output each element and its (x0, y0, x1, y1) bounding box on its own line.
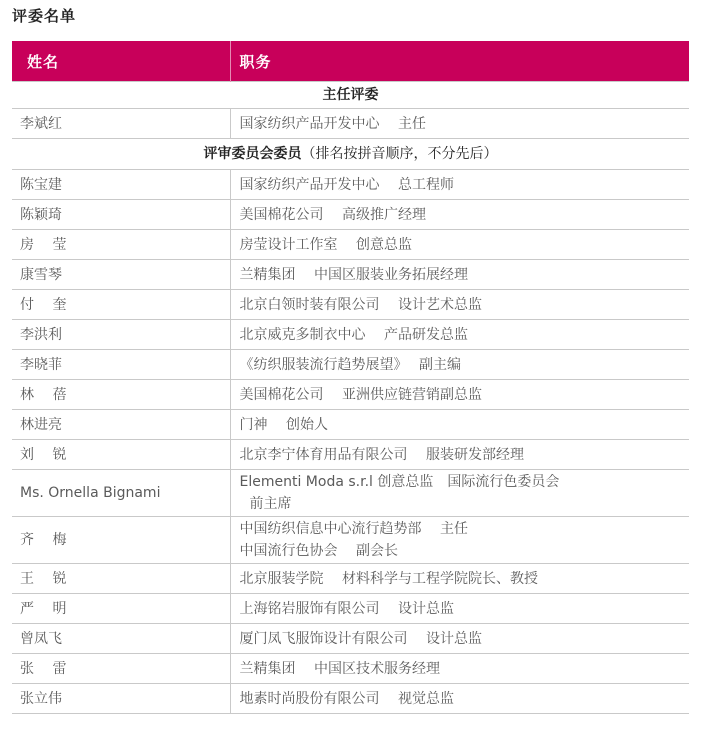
table-row (12, 109, 689, 139)
section-title-text: 评审委员会委员 (203, 146, 302, 162)
member-duty-line: 前主席 (249, 496, 292, 512)
member-duty: 门神 创始人 (230, 410, 689, 440)
table-row (12, 470, 689, 517)
table-row (12, 260, 689, 290)
table-row (12, 290, 689, 320)
section-note: （排名按拼音顺序，不分先后） (301, 146, 498, 162)
section-title-text: 主任评委 (322, 87, 379, 103)
member-name: 林进亮 (12, 410, 230, 440)
member-duty: 北京白领时装有限公司 设计艺术总监 (230, 290, 689, 320)
member-duty-line: 中国流行色协会 副会长 (239, 543, 398, 559)
table-row (12, 564, 689, 594)
section-row-chair (12, 82, 689, 109)
section-row-committee (12, 139, 689, 170)
member-name: 王 锐 (12, 564, 230, 594)
page-title: 评委名单 (12, 7, 77, 25)
member-duty: 北京李宁体育用品有限公司 服装研发部经理 (230, 440, 689, 470)
table-row (12, 684, 689, 714)
member-name: 陈颖琦 (12, 200, 230, 230)
member-name: 曾凤飞 (12, 624, 230, 654)
table-row (12, 200, 689, 230)
member-duty: 美国棉花公司 亚洲供应链营销副总监 (230, 380, 689, 410)
member-duty-line: 中国纺织信息中心流行趋势部 主任 (239, 521, 468, 537)
member-duty: 房莹设计工作室 创意总监 (230, 230, 689, 260)
member-name: 张立伟 (12, 684, 230, 714)
member-name: 李晓菲 (12, 350, 230, 380)
section-title-committee (12, 139, 689, 170)
table-row (12, 594, 689, 624)
member-name: 张 雷 (12, 654, 230, 684)
table-row (12, 517, 689, 564)
member-name: 刘 锐 (12, 440, 230, 470)
member-duty: 国家纺织产品开发中心 主任 (230, 109, 689, 139)
member-name: 陈宝建 (12, 170, 230, 200)
table-row (12, 170, 689, 200)
table-row (12, 624, 689, 654)
member-name: 康雪琴 (12, 260, 230, 290)
table-row (12, 320, 689, 350)
section-title-chair (12, 82, 689, 109)
member-name: 付 奎 (12, 290, 230, 320)
member-duty (230, 470, 689, 517)
member-duty: 厦门凤飞服饰设计有限公司 设计总监 (230, 624, 689, 654)
member-name: Ms. Ornella Bignami (12, 470, 230, 517)
member-duty: 国家纺织产品开发中心 总工程师 (230, 170, 689, 200)
judges-table (12, 41, 689, 714)
member-name: 李洪利 (12, 320, 230, 350)
member-name: 房 莹 (12, 230, 230, 260)
member-duty: 地素时尚股份有限公司 视觉总监 (230, 684, 689, 714)
member-duty-line: Elementi Moda s.r.l 创意总监 国际流行色委员会 (239, 474, 560, 490)
member-duty (230, 517, 689, 564)
table-row (12, 440, 689, 470)
member-name: 齐 梅 (12, 517, 230, 564)
member-duty: 美国棉花公司 高级推广经理 (230, 200, 689, 230)
table-row (12, 380, 689, 410)
member-name: 林 蓓 (12, 380, 230, 410)
member-duty: 兰精集团 中国区技术服务经理 (230, 654, 689, 684)
member-duty: 兰精集团 中国区服装业务拓展经理 (230, 260, 689, 290)
table-row (12, 654, 689, 684)
member-name: 李斌红 (12, 109, 230, 139)
member-duty: 北京威克多制衣中心 产品研发总监 (230, 320, 689, 350)
member-duty: 北京服装学院 材料科学与工程学院院长、教授 (230, 564, 689, 594)
member-name: 严 明 (12, 594, 230, 624)
header-duty: 职务 (230, 41, 689, 82)
member-duty: 《纺织服装流行趋势展望》 副主编 (230, 350, 689, 380)
table-row (12, 230, 689, 260)
member-duty: 上海铭岩服饰有限公司 设计总监 (230, 594, 689, 624)
table-row (12, 410, 689, 440)
header-name: 姓名 (12, 41, 230, 82)
table-row (12, 350, 689, 380)
table-header-row (12, 41, 689, 82)
